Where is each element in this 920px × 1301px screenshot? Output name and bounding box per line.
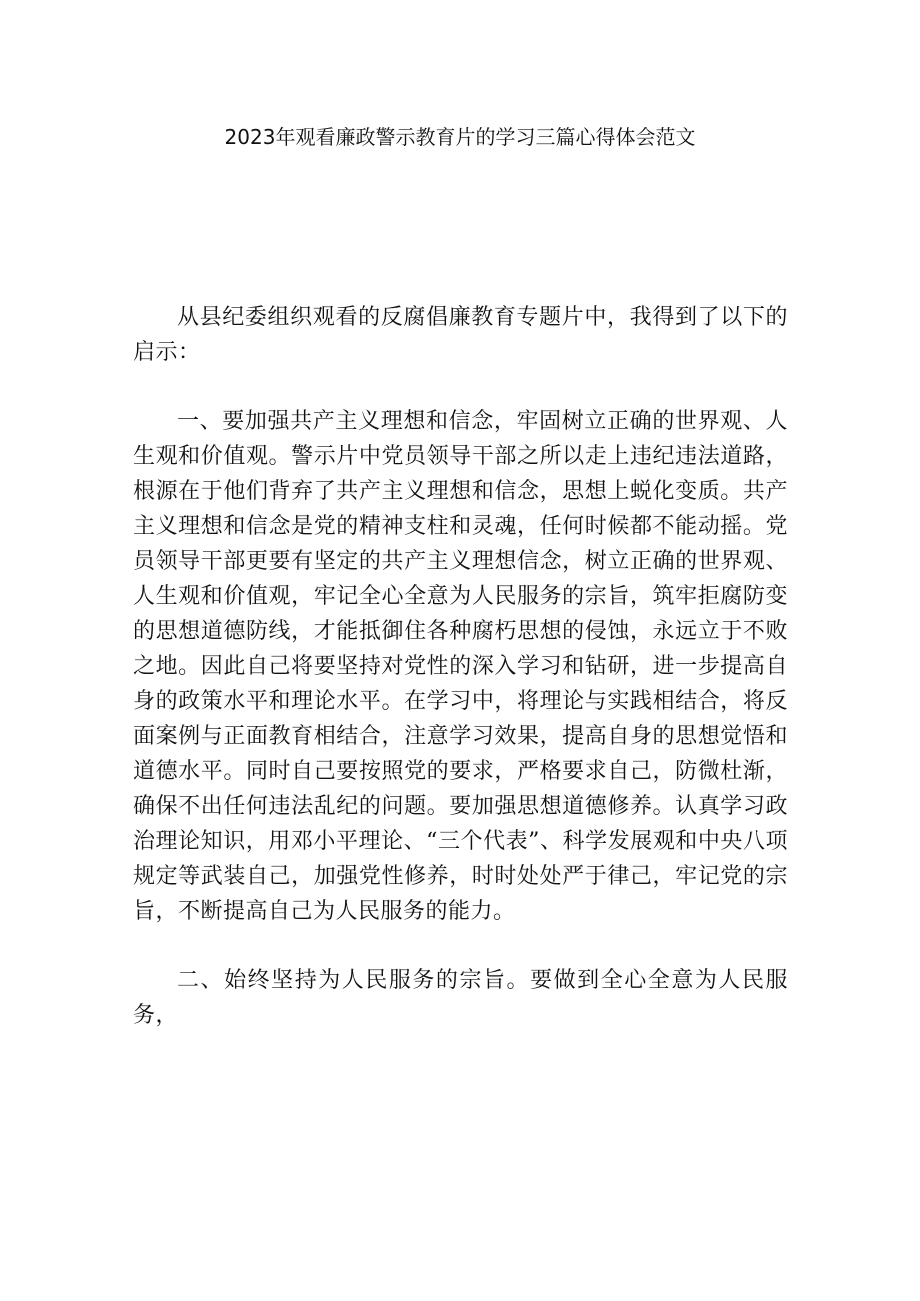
document-body: [133, 300, 788, 1067]
paragraph-section-two: 二、始终坚持为人民服务的宗旨。要做到全心全意为人民服务，: [133, 968, 788, 1028]
document-title: 2023年观看廉政警示教育片的学习三篇心得体会范文: [224, 125, 696, 149]
paragraph-intro: 从县纪委组织观看的反腐倡廉教育专题片中，我得到了以下的启示：: [133, 305, 788, 365]
paragraph-section-one: 一、要加强共产主义理想和信念，牢固树立正确的世界观、人生观和价值观。警示片中党员领导干部之所以走上违纪违法道路，根源在于他们背弃了共产主义理想和信念，思想上蜕化变质。共产主义理想和信念是党的精神支柱和灵魂，任何时候都不能动摇。党员领导干部更要有坚定的共产主义理想信念，树立正确的世界观、人生观和价值观，牢记全心全意为人民服务的宗旨，筑牢拒腐防变的思想道德防线，才能抵御住各种腐朽思想的侵蚀，永远立于不败之地。因此自己将要坚持对党性的深入学习和钻研，进一步提高自身的政策水平和理论水平。在学习中，将理论与实践相结合，将反面案例与正面教育相结合，注意学习效果，提高自身的思想觉悟和道德水平。同时自己要按照党的要求，严格要求自己，防微杜渐，确保不出任何违法乱纪的问题。要加强思想道德修养。认真学习政治理论知识，用邓小平理论、“三个代表”、科学发展观和中央八项规定等武装自己，加强党性修养，时时处处严于律己，牢记党的宗旨，不断提高自己为人民服务的能力。: [133, 409, 788, 924]
